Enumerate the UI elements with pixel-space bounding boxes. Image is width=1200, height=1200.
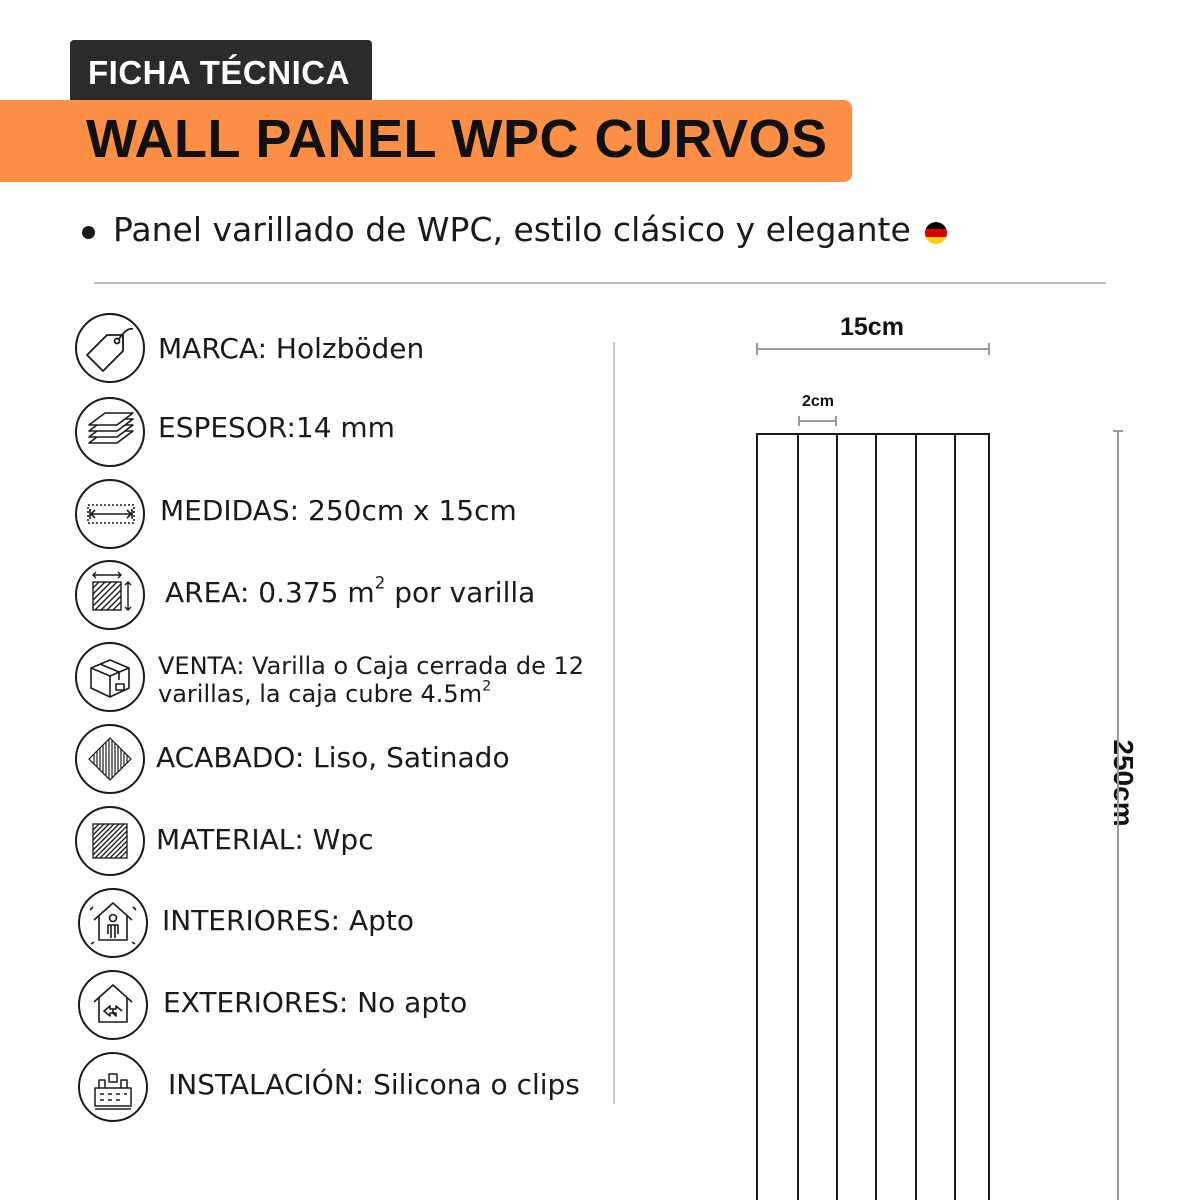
panel-outline (757, 434, 989, 1200)
page-title: WALL PANEL WPC CURVOS (86, 109, 828, 169)
spec-outdoor: EXTERIORES: No apto (163, 986, 468, 1019)
product-description: Panel varillado de WPC, estilo clásico y elegante (113, 210, 911, 249)
spec-thickness: ESPESOR:14 mm (158, 411, 395, 444)
spec-material: MATERIAL: Wpc (156, 823, 374, 856)
sale-superscript: 2 (482, 678, 492, 695)
height-dimension-line (1113, 431, 1123, 1200)
width-dimension-line (757, 343, 989, 355)
spec-brand: MARCA: Holzböden (158, 332, 425, 365)
spec-installation: INSTALACIÓN: Silicona o clips (168, 1068, 580, 1101)
spec-area: AREA: 0.375 $m^2$ por varilla (165, 572, 536, 609)
width-label: 15cm (840, 313, 904, 341)
spec-finish: ACABADO: Liso, Satinado (156, 741, 510, 774)
slat-width-label: 2cm (802, 393, 835, 410)
height-label: 250cm (1108, 739, 1139, 827)
spec-dimensions: MEDIDAS: 250cm x 15cm (160, 494, 517, 527)
area-superscript: 2 (374, 572, 386, 593)
spec-sale: VENTA: Varilla o Caja cerrada de 12 varillas, la caja cubre $4.5m^2$ (158, 652, 585, 708)
slat-dimension-line (799, 416, 836, 426)
spec-indoor: INTERIORES: Apto (162, 904, 415, 937)
header-tag: FICHA TÉCNICA (70, 40, 372, 102)
